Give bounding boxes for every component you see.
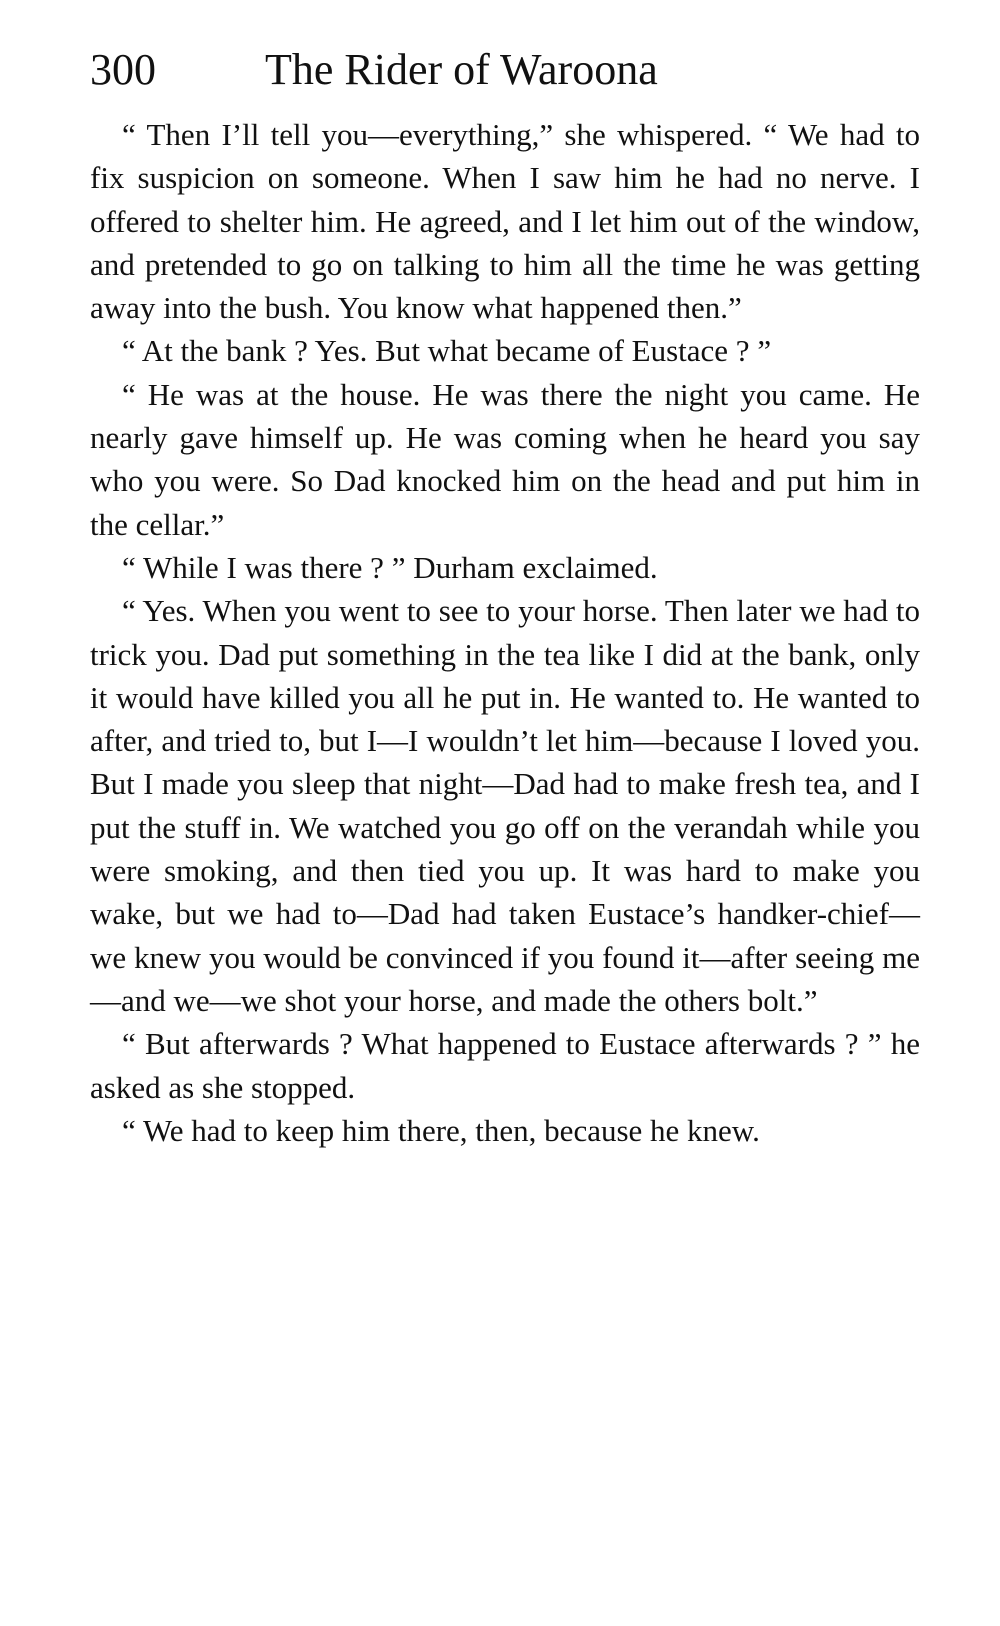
book-page [90, 30, 920, 1152]
paragraph: “ While I was there ? ” Durham exclaimed. [122, 549, 658, 585]
body-text [90, 113, 920, 1152]
paragraph: “ But afterwards ? What happened to Eustace afterwards ? ” he asked as she stopped. [90, 1026, 920, 1105]
paragraph: “ At the bank ? Yes. But what became of Eustace ? ” [122, 333, 772, 369]
page-number: 300 [90, 45, 156, 94]
page-header [90, 30, 920, 110]
paragraph: “ Yes. When you went to see to your horse. Then later we had to trick you. Dad put something in the tea like I did at the bank, only it would have killed you all he put in. He wanted to. He wanted to after, and tried to, but I—I wouldn’t let him—because I loved you. But I made you sleep that night—Dad had to make fresh tea, and I put the stuff in. We watched you go off on the verandah while you were smoking, and then tied you up. It was hard to make you wake, but we had to—Dad had taken Eustace’s handker-chief—we knew you would be convinced if you found it—after seeing me—and we—we shot your horse, and made the others bolt.” [90, 593, 920, 1018]
running-title: The Rider of Waroona [265, 45, 658, 94]
paragraph: “ He was at the house. He was there the night you came. He nearly gave himself up. He was coming when he heard you say who you were. So Dad knocked him on the head and put him in the cellar.” [90, 376, 920, 542]
paragraph: “ Then I’ll tell you—everything,” she whispered. “ We had to fix suspicion on someone. When I saw him he had no nerve. I offered to shelter him. He agreed, and I let him out of the window, and pretended to go on talking to him all the time he was getting away into the bush. You know what happened then.” [90, 117, 920, 326]
paragraph: “ We had to keep him there, then, because he knew. [122, 1112, 760, 1148]
